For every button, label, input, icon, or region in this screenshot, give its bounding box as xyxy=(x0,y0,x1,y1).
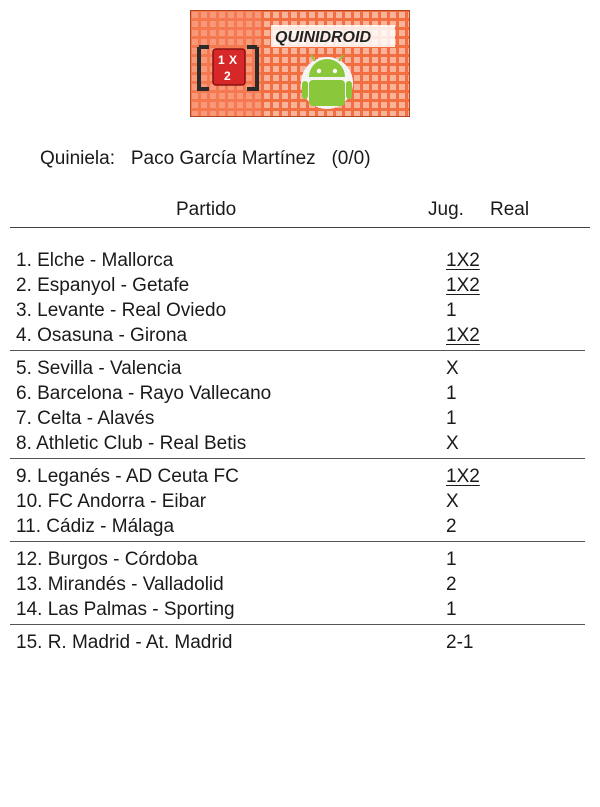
svg-text:2: 2 xyxy=(224,69,231,83)
player-name: Paco García Martínez xyxy=(130,148,316,169)
header-divider xyxy=(10,227,590,228)
match-row-12[interactable]: 12. Burgos - Córdoba xyxy=(16,549,198,570)
column-header-partido: Partido xyxy=(176,199,237,220)
match-pick-15[interactable]: 2-1 xyxy=(446,632,474,653)
match-row-9[interactable]: 9. Leganés - AD Ceuta FC xyxy=(16,466,239,487)
svg-text:1: 1 xyxy=(218,53,225,67)
group-divider xyxy=(10,541,585,542)
logo-graphic xyxy=(191,11,410,117)
match-pick-6[interactable]: 1 xyxy=(446,383,457,404)
match-row-13[interactable]: 13. Mirandés - Valladolid xyxy=(16,574,224,595)
quiniela-title xyxy=(40,148,371,170)
match-pick-10[interactable]: X xyxy=(446,491,459,512)
quinidroid-logo xyxy=(190,10,410,117)
match-pick-5[interactable]: X xyxy=(446,358,459,379)
match-pick-7[interactable]: 1 xyxy=(446,408,457,429)
match-row-15[interactable]: 15. R. Madrid - At. Madrid xyxy=(16,632,233,653)
match-row-5[interactable]: 5. Sevilla - Valencia xyxy=(16,358,182,379)
match-pick-3[interactable]: 1 xyxy=(446,300,457,321)
match-row-4[interactable]: 4. Osasuna - Girona xyxy=(16,325,188,346)
group-divider xyxy=(10,458,585,459)
match-row-6[interactable]: 6. Barcelona - Rayo Vallecano xyxy=(16,383,272,404)
match-row-7[interactable]: 7. Celta - Alavés xyxy=(16,408,155,429)
match-pick-11[interactable]: 2 xyxy=(446,516,457,537)
logo-title: QUINIDROID xyxy=(275,29,371,46)
group-divider xyxy=(10,624,585,625)
match-row-10[interactable]: 10. FC Andorra - Eibar xyxy=(16,491,207,512)
match-pick-8[interactable]: X xyxy=(446,433,459,454)
match-pick-4[interactable]: 1X2 xyxy=(446,325,480,346)
score: (0/0) xyxy=(331,148,371,169)
match-pick-12[interactable]: 1 xyxy=(446,549,457,570)
match-pick-2[interactable]: 1X2 xyxy=(446,275,480,296)
match-pick-1[interactable]: 1X2 xyxy=(446,250,480,271)
column-header-real: Real xyxy=(490,199,530,220)
match-row-2[interactable]: 2. Espanyol - Getafe xyxy=(16,275,190,296)
match-row-1[interactable]: 1. Elche - Mallorca xyxy=(16,250,174,271)
svg-text:X: X xyxy=(229,53,238,67)
group-divider xyxy=(10,350,585,351)
match-row-11[interactable]: 11. Cádiz - Málaga xyxy=(16,516,175,537)
match-pick-14[interactable]: 1 xyxy=(446,599,457,620)
match-row-3[interactable]: 3. Levante - Real Oviedo xyxy=(16,300,227,321)
match-row-14[interactable]: 14. Las Palmas - Sporting xyxy=(16,599,235,620)
match-pick-13[interactable]: 2 xyxy=(446,574,457,595)
match-pick-9[interactable]: 1X2 xyxy=(446,466,480,487)
quiniela-label: Quiniela: xyxy=(40,148,115,169)
column-header-jugada: Jug. xyxy=(428,199,464,220)
match-row-8[interactable]: 8. Athletic Club - Real Betis xyxy=(16,433,247,454)
